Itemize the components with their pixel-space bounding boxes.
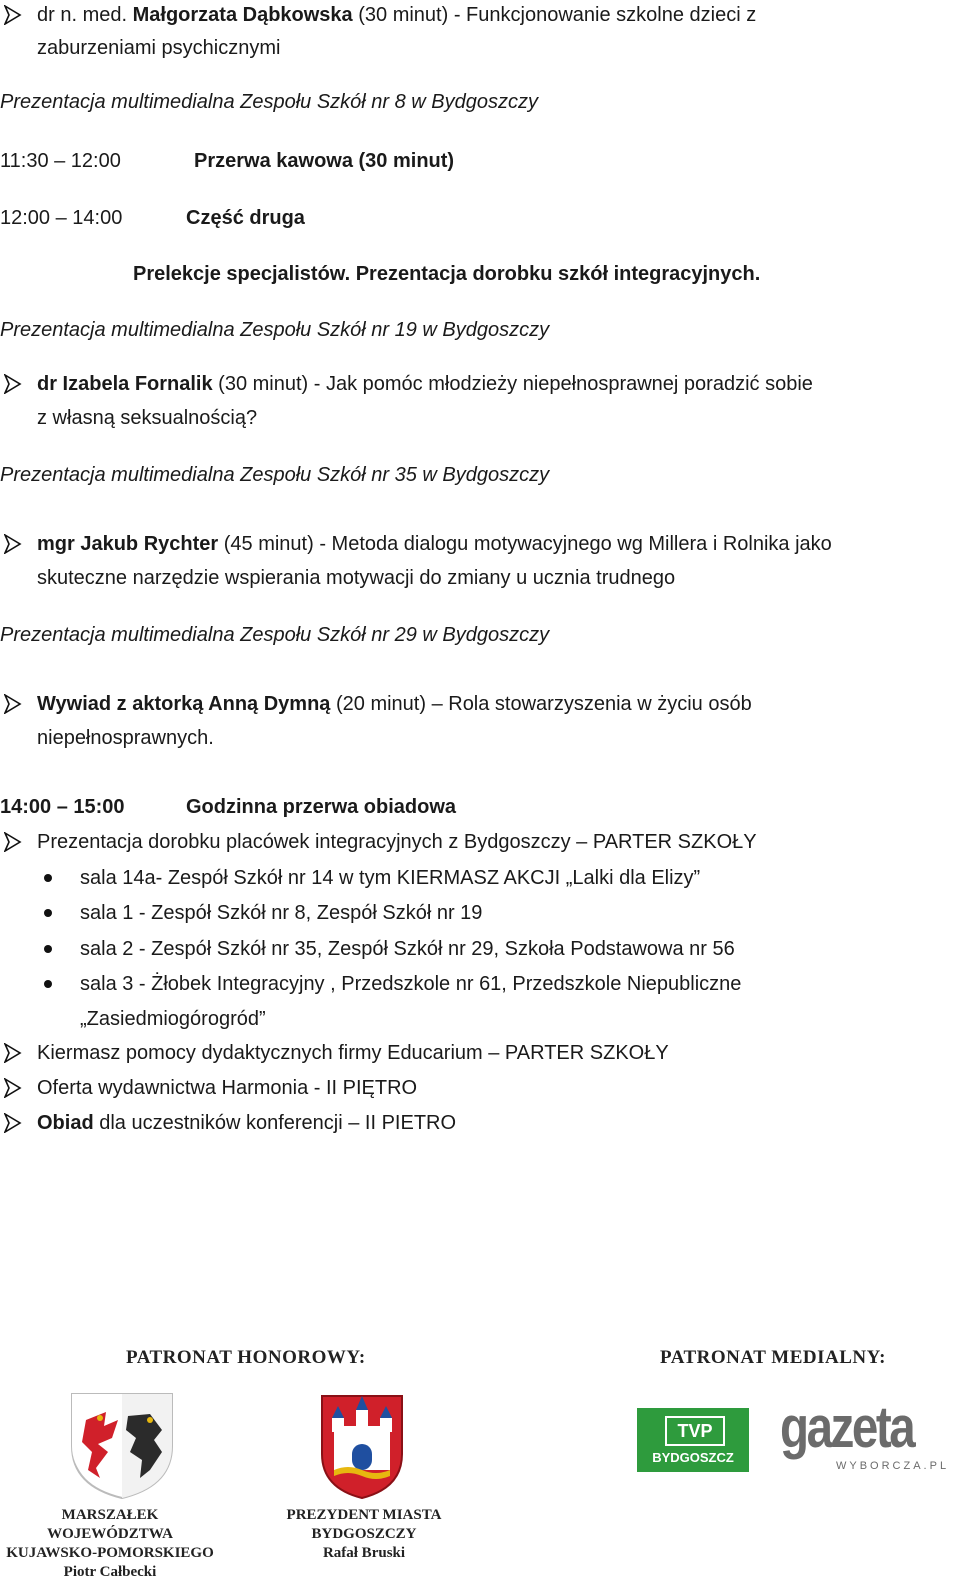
tvp-logo-text: TVP [677,1420,713,1441]
gazeta-sub: WYBORCZA.PL [836,1460,950,1472]
arrow-bullet-icon [4,1113,22,1133]
marshal-name: Piotr Całbecki [63,1564,157,1580]
speaker-name: Wywiad z aktorką Anną Dymną [37,693,331,715]
speaker-topic: (20 minut) – Rola stowarzyszenia w życiu osób [330,693,752,715]
bullet-dot-icon [44,980,52,988]
lunch-item [37,1110,456,1136]
publisher-item: Oferta wydawnictwa Harmonia - II PIĘTRO [37,1077,418,1099]
speaker-topic: (30 minut) - Jak pomóc młodzieży niepełnosprawnej poradzić sobie [212,373,813,395]
presentation-line: Prezentacja multimedialna Zespołu Szkół nr 8 w Bydgoszczy [0,91,539,113]
time-slot-lunch: 14:00 – 15:00 [0,796,125,818]
presentation-line: Prezentacja multimedialna Zespołu Szkół nr 35 w Bydgoszczy [0,464,550,486]
lunch-item-rest: dla uczestników konferencji – II PIETRO [93,1112,457,1134]
arrow-bullet-icon [4,832,22,852]
fair-item: Kiermasz pomocy dydaktycznych firmy Educarium – PARTER SZKOŁY [37,1042,669,1064]
speaker-topic: (45 minut) - Metoda dialogu motywacyjnego wg Millera i Rolnika jako [218,533,832,555]
tvp-bydgoszcz-logo [637,1408,749,1472]
bullet-dot-icon [44,874,52,882]
mayor-name: Rafał Bruski [322,1545,406,1561]
time-slot-break [0,148,121,174]
city-coat-of-arms-icon [318,1392,406,1502]
time-slot-part2 [0,205,122,231]
marshal-caption [0,1506,220,1582]
presentation-line: Prezentacja multimedialna Zespołu Szkół nr 19 w Bydgoszczy [0,319,550,341]
speaker-topic-line2: skuteczne narzędzie wspierania motywacji do zmiany u ucznia trudnego [37,567,676,589]
speaker-item-3 [37,531,832,557]
room-item: sala 14a- Zespół Szkół nr 14 w tym KIERMASZ AKCJI „Lalki dla Elizy” [80,867,701,889]
speaker-topic-line2: niepełnosprawnych. [37,727,214,749]
arrow-bullet-icon [4,1078,22,1098]
speaker-topic-line2: z własną seksualnością? [37,407,258,429]
speaker-prefix: dr n. med. [37,4,133,26]
lunch-label: Godzinna przerwa obiadowa [186,796,457,818]
speaker-name: mgr Jakub Rychter [37,533,219,555]
speaker-item-4 [37,691,752,717]
tvp-city: BYDGOSZCZ [652,1450,734,1465]
presentation-line: Prezentacja multimedialna Zespołu Szkół nr 29 w Bydgoszczy [0,624,550,646]
room-item: sala 2 - Zespół Szkół nr 35, Zespół Szkół nr 29, Szkoła Podstawowa nr 56 [80,938,735,960]
arrow-bullet-icon [4,1043,22,1063]
speaker-name: dr Izabela Fornalik [37,373,213,395]
time-range: 12:00 – 14:00 [0,207,123,229]
room-item-line2: „Zasiedmiogórogród” [80,1008,266,1030]
room-item: sala 1 - Zespół Szkół nr 8, Zespół Szkół nr 19 [80,902,483,924]
part2-label: Część druga [186,207,305,229]
arrow-bullet-icon [4,534,22,554]
speaker-name: Małgorzata Dąbkowska [132,4,353,26]
gazeta-wordmark: gazeta [780,1395,914,1460]
mayor-caption [238,1506,490,1563]
bullet-dot-icon [44,945,52,953]
media-patronage-heading: PATRONAT MEDIALNY: [660,1347,886,1368]
bullet-dot-icon [44,909,52,917]
speaker-topic-line2: zaburzeniami psychicznymi [37,37,281,59]
marshal-line1: MARSZAŁEK WOJEWÓDZTWA [47,1507,173,1542]
time-range: 11:30 – 12:00 [0,150,121,172]
room-item: sala 3 - Żłobek Integracyjny , Przedszkole nr 61, Przedszkole Niepubliczne [80,973,742,995]
lunch-item-bold: Obiad [37,1112,94,1134]
section-subtitle: Prelekcje specjalistów. Prezentacja dorobku szkół integracyjnych. [133,263,761,285]
arrow-bullet-icon [4,374,22,394]
mayor-line1: PREZYDENT MIASTA BYDGOSZCZY [286,1507,442,1542]
speaker-item-2 [37,371,813,397]
break-label: Przerwa kawowa (30 minut) [194,150,455,172]
marshal-line2: KUJAWSKO-POMORSKIEGO [6,1545,214,1561]
speaker-topic: (30 minut) - Funkcjonowanie szkolne dzieci z [352,4,757,26]
voivodeship-coat-of-arms-icon [66,1390,178,1502]
gazeta-wyborcza-logo [780,1395,958,1478]
speaker-item-1 [37,2,756,28]
arrow-bullet-icon [4,5,22,25]
honorary-patronage-heading: PATRONAT HONOROWY: [126,1347,366,1368]
arrow-bullet-icon [4,694,22,714]
exhibition-item: Prezentacja dorobku placówek integracyjnych z Bydgoszczy – PARTER SZKOŁY [37,831,757,853]
